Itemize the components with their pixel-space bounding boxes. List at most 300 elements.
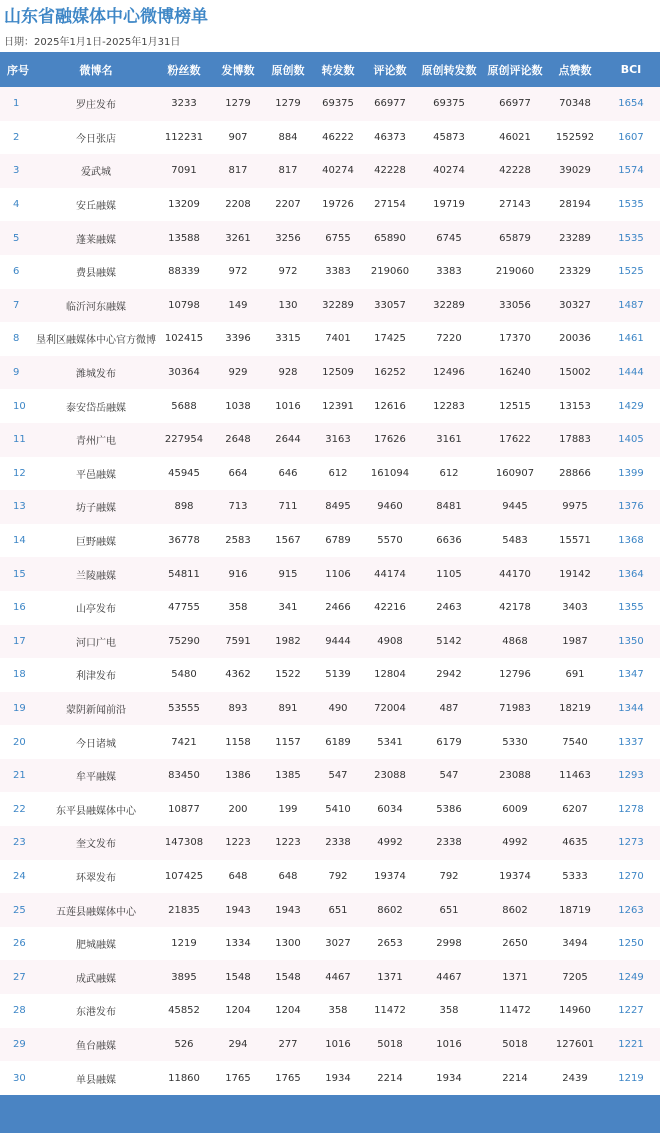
posts-cell: 2583	[225, 535, 251, 547]
rank-cell: 13	[13, 501, 26, 513]
name-cell: 环翠发布	[76, 872, 116, 884]
rank-cell: 5	[13, 232, 20, 244]
rank-cell: 17	[13, 635, 26, 647]
name-cell: 牟平融媒	[76, 772, 116, 784]
posts-cell: 4362	[225, 669, 251, 681]
table-body	[0, 87, 660, 1095]
name-cell: 蒙阴新闻前沿	[66, 704, 126, 716]
original-cell: 1765	[275, 1072, 301, 1084]
bci-cell: 1221	[618, 1038, 644, 1050]
reposts-cell: 3027	[325, 938, 351, 950]
posts-cell: 3261	[225, 232, 251, 244]
col-header-original-reposts: 原创转发数	[421, 63, 477, 77]
posts-cell: 1204	[225, 1005, 251, 1017]
comments-cell: 44174	[374, 568, 406, 580]
rank-cell: 23	[13, 837, 26, 849]
reposts-cell: 9444	[325, 635, 351, 647]
posts-cell: 2208	[225, 199, 251, 211]
reposts-cell: 358	[328, 1005, 348, 1017]
reposts-cell: 3163	[325, 434, 351, 446]
original-cell: 1943	[275, 904, 301, 916]
original-cell: 1300	[275, 938, 301, 950]
original-comments-cell: 2214	[502, 1072, 528, 1084]
original-comments-cell: 42178	[499, 602, 531, 614]
likes-cell: 20036	[559, 333, 591, 345]
original-cell: 648	[278, 870, 298, 882]
reposts-cell: 1934	[325, 1072, 351, 1084]
rank-cell: 14	[13, 535, 26, 547]
posts-cell: 1279	[225, 98, 251, 110]
comments-cell: 4992	[377, 837, 403, 849]
fans-cell: 526	[174, 1038, 194, 1050]
original-comments-cell: 8602	[502, 904, 528, 916]
original-reposts-cell: 8481	[436, 501, 462, 513]
table-row	[0, 1061, 660, 1095]
likes-cell: 4635	[562, 837, 588, 849]
original-comments-cell: 17370	[499, 333, 531, 345]
posts-cell: 3396	[225, 333, 251, 345]
rank-cell: 11	[13, 434, 26, 446]
original-reposts-cell: 3383	[436, 266, 462, 278]
original-cell: 915	[278, 568, 298, 580]
table-row	[0, 625, 660, 659]
fans-cell: 88339	[168, 266, 200, 278]
original-cell: 1016	[275, 400, 301, 412]
comments-cell: 5341	[377, 736, 403, 748]
name-cell: 平邑融媒	[76, 469, 116, 481]
original-comments-cell: 11472	[499, 1005, 531, 1017]
bci-cell: 1368	[618, 535, 644, 547]
original-comments-cell: 5483	[502, 535, 528, 547]
likes-cell: 15571	[559, 535, 591, 547]
bci-cell: 1263	[618, 904, 644, 916]
reposts-cell: 6755	[325, 232, 351, 244]
original-cell: 3256	[275, 232, 301, 244]
bci-cell: 1337	[618, 736, 644, 748]
rank-cell: 2	[13, 131, 20, 143]
page-title: 山东省融媒体中心微博榜单	[4, 7, 208, 27]
comments-cell: 19374	[374, 870, 406, 882]
original-comments-cell: 71983	[499, 702, 531, 714]
original-cell: 2207	[275, 199, 301, 211]
col-header-reposts: 转发数	[321, 63, 355, 77]
date-range: 日期：2025年1月1日-2025年1月31日	[4, 37, 181, 48]
likes-cell: 28194	[559, 199, 591, 211]
table-row	[0, 87, 660, 121]
comments-cell: 17425	[374, 333, 406, 345]
original-comments-cell: 17622	[499, 434, 531, 446]
fans-cell: 227954	[164, 434, 204, 446]
name-cell: 奎文发布	[76, 839, 116, 851]
fans-cell: 83450	[168, 770, 200, 782]
original-cell: 884	[278, 131, 298, 143]
original-reposts-cell: 358	[439, 1005, 459, 1017]
table-row	[0, 792, 660, 826]
comments-cell: 12804	[374, 669, 406, 681]
rank-cell: 22	[13, 803, 26, 815]
original-comments-cell: 23088	[499, 770, 531, 782]
name-cell: 肥城融媒	[76, 940, 116, 952]
col-header-original: 原创数	[271, 63, 305, 77]
fans-cell: 21835	[168, 904, 200, 916]
original-reposts-cell: 5142	[436, 635, 462, 647]
rank-cell: 3	[13, 165, 20, 177]
original-cell: 130	[278, 299, 298, 311]
reposts-cell: 612	[328, 467, 348, 479]
comments-cell: 4908	[377, 635, 403, 647]
col-header-rank: 序号	[7, 63, 29, 77]
rank-cell: 8	[13, 333, 20, 345]
bci-cell: 1535	[618, 232, 644, 244]
table-row	[0, 423, 660, 457]
likes-cell: 23329	[559, 266, 591, 278]
original-comments-cell: 65879	[499, 232, 531, 244]
name-cell: 蓬莱融媒	[76, 234, 116, 246]
col-header-posts: 发博数	[221, 63, 255, 77]
likes-cell: 23289	[559, 232, 591, 244]
original-reposts-cell: 1016	[436, 1038, 462, 1050]
reposts-cell: 32289	[322, 299, 354, 311]
bci-cell: 1525	[618, 266, 644, 278]
name-cell: 垦利区融媒体中心官方微博	[36, 335, 156, 347]
comments-cell: 46373	[374, 131, 406, 143]
original-reposts-cell: 5386	[436, 803, 462, 815]
fans-cell: 53555	[168, 702, 200, 714]
fans-cell: 3233	[171, 98, 197, 110]
posts-cell: 929	[228, 367, 248, 379]
rank-cell: 19	[13, 702, 26, 714]
fans-cell: 7421	[171, 736, 197, 748]
original-comments-cell: 46021	[499, 131, 531, 143]
rank-cell: 1	[13, 98, 20, 110]
reposts-cell: 4467	[325, 971, 351, 983]
table-row	[0, 994, 660, 1028]
original-reposts-cell: 7220	[436, 333, 462, 345]
posts-cell: 817	[228, 165, 248, 177]
likes-cell: 14960	[559, 1005, 591, 1017]
reposts-cell: 2338	[325, 837, 351, 849]
fans-cell: 5688	[171, 400, 197, 412]
original-reposts-cell: 32289	[433, 299, 465, 311]
table-row	[0, 725, 660, 759]
table-row	[0, 389, 660, 423]
fans-cell: 102415	[164, 333, 204, 345]
fans-cell: 10877	[168, 803, 200, 815]
name-cell: 爱武城	[81, 167, 111, 179]
original-comments-cell: 5330	[502, 736, 528, 748]
fans-cell: 7091	[171, 165, 197, 177]
original-cell: 972	[278, 266, 298, 278]
original-reposts-cell: 1934	[436, 1072, 462, 1084]
comments-cell: 5018	[377, 1038, 403, 1050]
name-cell: 费县融媒	[76, 268, 116, 280]
reposts-cell: 5410	[325, 803, 351, 815]
original-reposts-cell: 6179	[436, 736, 462, 748]
reposts-cell: 46222	[322, 131, 354, 143]
comments-cell: 8602	[377, 904, 403, 916]
likes-cell: 39029	[559, 165, 591, 177]
fans-cell: 45852	[168, 1005, 200, 1017]
reposts-cell: 547	[328, 770, 348, 782]
likes-cell: 13153	[559, 400, 591, 412]
name-cell: 罗庄发布	[76, 100, 116, 112]
likes-cell: 28866	[559, 467, 591, 479]
bci-cell: 1227	[618, 1005, 644, 1017]
original-cell: 2644	[275, 434, 301, 446]
rank-cell: 26	[13, 938, 26, 950]
original-reposts-cell: 2463	[436, 602, 462, 614]
name-cell: 利津发布	[76, 671, 116, 683]
fans-cell: 10798	[168, 299, 200, 311]
original-cell: 928	[278, 367, 298, 379]
bci-cell: 1270	[618, 870, 644, 882]
original-reposts-cell: 40274	[433, 165, 465, 177]
reposts-cell: 40274	[322, 165, 354, 177]
original-comments-cell: 33056	[499, 299, 531, 311]
reposts-cell: 69375	[322, 98, 354, 110]
rank-cell: 21	[13, 770, 26, 782]
comments-cell: 66977	[374, 98, 406, 110]
reposts-cell: 1016	[325, 1038, 351, 1050]
posts-cell: 664	[228, 467, 248, 479]
bci-cell: 1250	[618, 938, 644, 950]
original-cell: 817	[278, 165, 298, 177]
name-cell: 临沂河东融媒	[66, 301, 126, 313]
comments-cell: 1371	[377, 971, 403, 983]
posts-cell: 2648	[225, 434, 251, 446]
rank-cell: 6	[13, 266, 20, 278]
likes-cell: 15002	[559, 367, 591, 379]
original-reposts-cell: 792	[439, 870, 459, 882]
table-header-row	[0, 52, 660, 87]
fans-cell: 30364	[168, 367, 200, 379]
original-reposts-cell: 651	[439, 904, 459, 916]
likes-cell: 30327	[559, 299, 591, 311]
original-comments-cell: 42228	[499, 165, 531, 177]
original-cell: 1279	[275, 98, 301, 110]
bci-cell: 1293	[618, 770, 644, 782]
rank-cell: 29	[13, 1038, 26, 1050]
reposts-cell: 12391	[322, 400, 354, 412]
name-cell: 今日诸城	[76, 738, 116, 750]
table-row	[0, 927, 660, 961]
likes-cell: 2439	[562, 1072, 588, 1084]
rank-cell: 18	[13, 669, 26, 681]
reposts-cell: 651	[328, 904, 348, 916]
original-cell: 1157	[275, 736, 301, 748]
rank-cell: 15	[13, 568, 26, 580]
table-row	[0, 759, 660, 793]
original-reposts-cell: 12496	[433, 367, 465, 379]
original-reposts-cell: 12283	[433, 400, 465, 412]
rank-cell: 30	[13, 1072, 26, 1084]
likes-cell: 17883	[559, 434, 591, 446]
reposts-cell: 8495	[325, 501, 351, 513]
comments-cell: 12616	[374, 400, 406, 412]
name-cell: 五莲县融媒体中心	[56, 906, 136, 918]
original-comments-cell: 44170	[499, 568, 531, 580]
original-comments-cell: 4992	[502, 837, 528, 849]
original-reposts-cell: 6636	[436, 535, 462, 547]
col-header-comments: 评论数	[373, 63, 407, 77]
original-comments-cell: 1371	[502, 971, 528, 983]
posts-cell: 972	[228, 266, 248, 278]
bci-cell: 1273	[618, 837, 644, 849]
posts-cell: 149	[228, 299, 248, 311]
posts-cell: 1334	[225, 938, 251, 950]
comments-cell: 161094	[370, 467, 410, 479]
table-row	[0, 1028, 660, 1062]
bci-cell: 1376	[618, 501, 644, 513]
likes-cell: 152592	[555, 131, 595, 143]
rank-cell: 24	[13, 870, 26, 882]
posts-cell: 713	[228, 501, 248, 513]
likes-cell: 5333	[562, 870, 588, 882]
footer-bar	[0, 1095, 660, 1133]
likes-cell: 11463	[559, 770, 591, 782]
original-comments-cell: 6009	[502, 803, 528, 815]
name-cell: 东港发布	[76, 1007, 116, 1019]
original-reposts-cell: 3161	[436, 434, 462, 446]
bci-cell: 1364	[618, 568, 644, 580]
col-header-likes: 点赞数	[558, 63, 592, 77]
fans-cell: 75290	[168, 635, 200, 647]
original-cell: 199	[278, 803, 298, 815]
original-cell: 3315	[275, 333, 301, 345]
likes-cell: 7205	[562, 971, 588, 983]
bci-cell: 1429	[618, 400, 644, 412]
fans-cell: 3895	[171, 971, 197, 983]
bci-cell: 1350	[618, 635, 644, 647]
comments-cell: 23088	[374, 770, 406, 782]
bci-cell: 1344	[618, 702, 644, 714]
comments-cell: 11472	[374, 1005, 406, 1017]
original-cell: 1204	[275, 1005, 301, 1017]
posts-cell: 893	[228, 702, 248, 714]
table-row	[0, 221, 660, 255]
posts-cell: 1943	[225, 904, 251, 916]
reposts-cell: 19726	[322, 199, 354, 211]
table-row	[0, 826, 660, 860]
comments-cell: 33057	[374, 299, 406, 311]
likes-cell: 3494	[562, 938, 588, 950]
reposts-cell: 5139	[325, 669, 351, 681]
bci-cell: 1278	[618, 803, 644, 815]
bci-cell: 1249	[618, 971, 644, 983]
fans-cell: 47755	[168, 602, 200, 614]
original-reposts-cell: 1105	[436, 568, 462, 580]
reposts-cell: 792	[328, 870, 348, 882]
comments-cell: 42216	[374, 602, 406, 614]
likes-cell: 19142	[559, 568, 591, 580]
fans-cell: 54811	[168, 568, 200, 580]
bci-cell: 1219	[618, 1072, 644, 1084]
table-row	[0, 692, 660, 726]
fans-cell: 147308	[164, 837, 204, 849]
reposts-cell: 12509	[322, 367, 354, 379]
name-cell: 山亭发布	[76, 604, 116, 616]
original-reposts-cell: 487	[439, 702, 459, 714]
table-row	[0, 356, 660, 390]
rank-cell: 20	[13, 736, 26, 748]
original-reposts-cell: 6745	[436, 232, 462, 244]
likes-cell: 1987	[562, 635, 588, 647]
original-reposts-cell: 69375	[433, 98, 465, 110]
name-cell: 巨野融媒	[76, 537, 116, 549]
posts-cell: 1386	[225, 770, 251, 782]
bci-cell: 1487	[618, 299, 644, 311]
table-row	[0, 289, 660, 323]
table-row	[0, 255, 660, 289]
posts-cell: 916	[228, 568, 248, 580]
name-cell: 河口广电	[76, 637, 116, 649]
name-cell: 坊子融媒	[76, 503, 116, 515]
reposts-cell: 3383	[325, 266, 351, 278]
original-cell: 711	[278, 501, 298, 513]
original-comments-cell: 12515	[499, 400, 531, 412]
posts-cell: 7591	[225, 635, 251, 647]
comments-cell: 6034	[377, 803, 403, 815]
fans-cell: 36778	[168, 535, 200, 547]
name-cell: 成武融媒	[76, 973, 116, 985]
table-row	[0, 860, 660, 894]
table-row	[0, 457, 660, 491]
rank-cell: 12	[13, 467, 26, 479]
original-cell: 1548	[275, 971, 301, 983]
name-cell: 东平县融媒体中心	[56, 805, 136, 817]
bci-cell: 1574	[618, 165, 644, 177]
posts-cell: 1223	[225, 837, 251, 849]
rank-cell: 25	[13, 904, 26, 916]
original-reposts-cell: 612	[439, 467, 459, 479]
likes-cell: 691	[565, 669, 585, 681]
table-row	[0, 154, 660, 188]
original-comments-cell: 160907	[495, 467, 535, 479]
likes-cell: 3403	[562, 602, 588, 614]
posts-cell: 648	[228, 870, 248, 882]
original-reposts-cell: 2338	[436, 837, 462, 849]
name-cell: 泰安岱岳融媒	[66, 402, 126, 414]
rank-cell: 4	[13, 199, 20, 211]
comments-cell: 219060	[370, 266, 410, 278]
table-row	[0, 322, 660, 356]
fans-cell: 112231	[164, 131, 204, 143]
original-comments-cell: 219060	[495, 266, 535, 278]
bci-cell: 1607	[618, 131, 644, 143]
likes-cell: 18219	[559, 702, 591, 714]
original-comments-cell: 12796	[499, 669, 531, 681]
original-comments-cell: 2650	[502, 938, 528, 950]
original-reposts-cell: 547	[439, 770, 459, 782]
comments-cell: 65890	[374, 232, 406, 244]
bci-cell: 1347	[618, 669, 644, 681]
likes-cell: 6207	[562, 803, 588, 815]
comments-cell: 9460	[377, 501, 403, 513]
reposts-cell: 1106	[325, 568, 351, 580]
fans-cell: 13588	[168, 232, 200, 244]
bci-cell: 1355	[618, 602, 644, 614]
rank-cell: 7	[13, 299, 20, 311]
rank-cell: 27	[13, 971, 26, 983]
likes-cell: 18719	[559, 904, 591, 916]
original-comments-cell: 4868	[502, 635, 528, 647]
bci-cell: 1405	[618, 434, 644, 446]
original-comments-cell: 66977	[499, 98, 531, 110]
original-cell: 1223	[275, 837, 301, 849]
likes-cell: 127601	[555, 1038, 595, 1050]
rank-cell: 9	[13, 367, 20, 379]
col-header-name: 微博名	[79, 63, 113, 77]
